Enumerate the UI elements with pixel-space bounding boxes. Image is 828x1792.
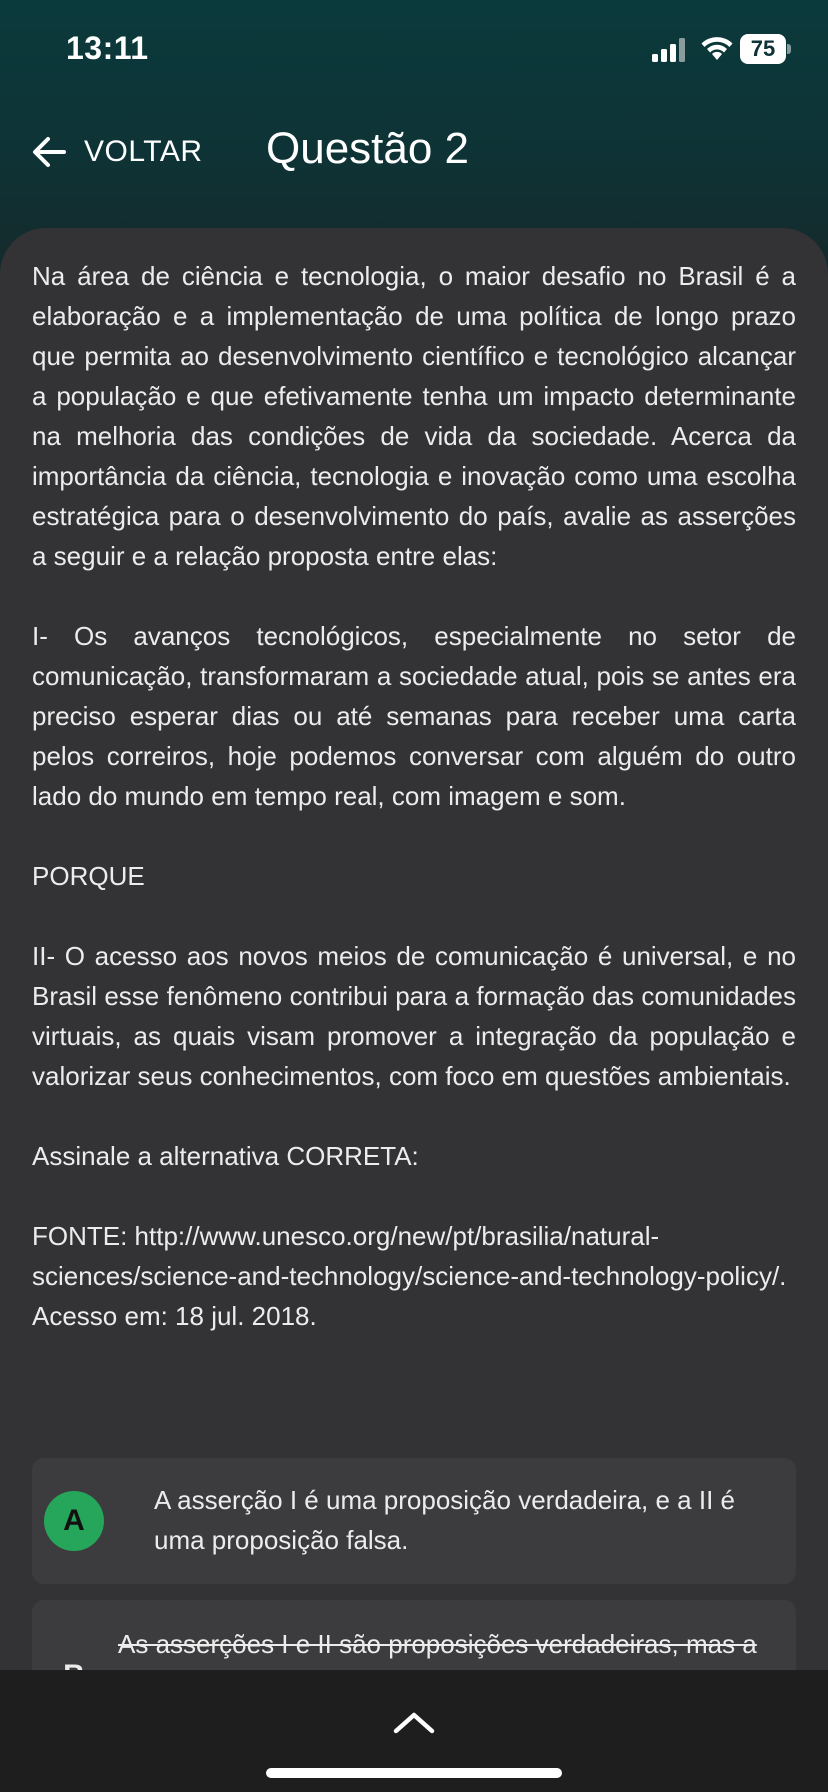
back-label: VOLTAR [84, 135, 203, 168]
connector-word: PORQUE [32, 861, 145, 891]
battery-level: 75 [740, 34, 786, 64]
option-letter-badge: A [44, 1491, 104, 1551]
arrow-left-icon [30, 133, 68, 171]
wifi-icon [700, 34, 734, 62]
question-card [0, 228, 828, 1748]
bottom-drawer-bar[interactable] [0, 1670, 828, 1792]
option-text: As asserções I e II são proposições verdadeiras, mas a [118, 1629, 757, 1659]
option-text: A asserção I é uma proposição verdadeira, e a II é uma proposição falsa. [154, 1485, 736, 1555]
status-time: 13:11 [66, 30, 149, 66]
assertion-two: II- O acesso aos novos meios de comunicação é universal, e no Brasil esse fenômeno contribui para a formação das comunidades virtuais, as quais visam promover a integração da população e valorizar seus conhecimentos, com foco em questões ambientais. [32, 941, 796, 1091]
question-text [32, 256, 796, 1336]
assertion-one: I- Os avanços tecnológicos, especialmente no setor de comunicação, transformaram a sociedade atual, pois se antes era preciso esperar dias ou até semanas para receber uma carta pelos correiros, hoje podemos conversar com alguém do outro lado do mundo em tempo real, com imagem e som. [32, 621, 796, 811]
instruction: Assinale a alternativa CORRETA: [32, 1141, 419, 1171]
question-paragraph: Na área de ciência e tecnologia, o maior desafio no Brasil é a elaboração e a implementação de uma política de longo prazo que permita ao desenvolvimento científico e tecnológico alcançar a população e que efetivamente tenha um impacto determinante na melhoria das condições de vida da sociedade. Acerca da importância da ciência, tecnologia e inovação como uma escolha estratégica para o desenvolvimento do país, avalie as asserções a seguir e a relação proposta entre elas: [32, 261, 796, 571]
cellular-signal-icon [652, 38, 688, 62]
chevron-up-icon[interactable] [392, 1710, 436, 1734]
page-title: Questão 2 [266, 124, 470, 173]
source-reference: FONTE: http://www.unesco.org/new/pt/brasilia/natural-sciences/science-and-technology/science-and-technology-policy/. Acesso em: 18 jul. 2018. [32, 1221, 787, 1331]
battery-icon [740, 34, 790, 64]
option-a[interactable] [32, 1458, 796, 1584]
home-indicator[interactable] [266, 1768, 562, 1778]
status-bar [0, 0, 828, 100]
back-button[interactable] [30, 128, 203, 176]
